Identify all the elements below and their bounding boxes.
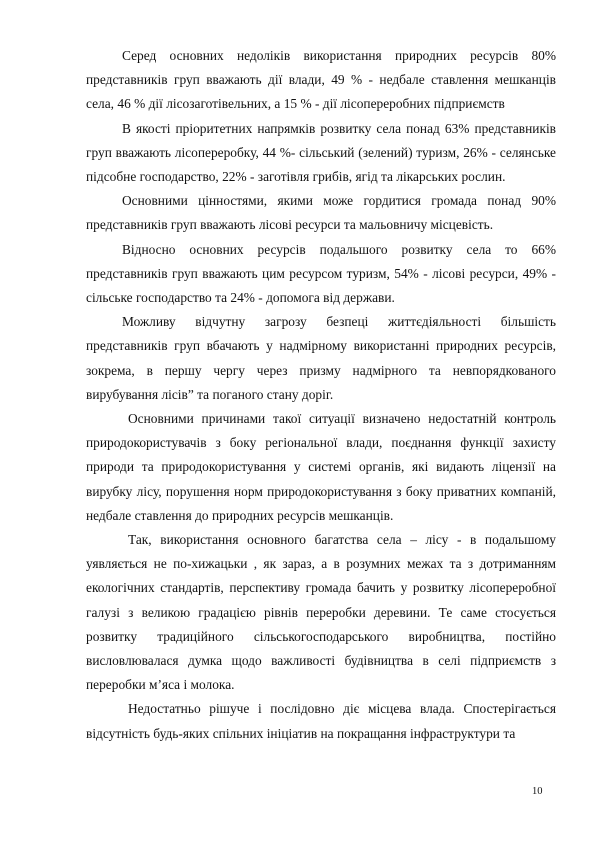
paragraph-2: В якості пріоритетних напрямків розвитку села понад 63% представників груп вважають лісопереробку, 44 %- сільський (зелений) туризм, 26% - селянське підсобне господарство, 22% - заготівля грибів, ягід та лікарських рослин.	[86, 120, 556, 185]
paragraph-7: Так, використання основного багатства села – лісу - в подальшому уявляється не по-хижацьки , як зараз, а в розумних межах та з дотриманням екологічних стандартів, перспективу громада бачить у розвитку лісопереробної галузі з великою градацією рівнів переробки деревини. Те саме стосується розвитку традиційного сільськогосподарського виробництва, постійно висловлювалася думка щодо важливості будівництва в селі підприємств з переробки м’яса і молока.	[86, 532, 556, 693]
paragraph-5: Можливу відчутну загрозу безпеці життєдіяльності більшість представників груп вбачають у надмірному використанні природних ресурсів, зокрема, в першу чергу через призму надмірного та невпорядкованого вирубування лісів” та поганого стану доріг.	[86, 314, 556, 402]
page-number: 10	[532, 786, 543, 797]
paragraph-6: Основними причинами такої ситуації визначено недостатній контроль природокористувачів з боку регіональної влади, поєднання функції захисту природи та природокористування у системі органів, які видають ліцензії на вирубку лісу, порушення норм природокористування з боку приватних компаній, недбале ставлення до природних ресурсів мешканців.	[86, 411, 556, 523]
paragraph-1: Серед основних недоліків використання природних ресурсів 80% представників груп вважають дії влади, 49 % - недбале ставлення мешканців села, 46 % дії лісозаготівельних, а 15 % - дії лісопереробних підприємств	[86, 48, 556, 112]
paragraph-8: Недостатньо рішуче і послідовно діє місцева влада. Спостерігається відсутність будь-яких спільних ініціатив на покращання інфраструктури та	[86, 701, 556, 741]
paragraph-3: Основними цінностями, якими може гордитися громада понад 90% представників груп вважають лісові ресурси та мальовничу місцевість.	[86, 193, 556, 233]
document-body	[86, 44, 556, 746]
paragraph-4: Відносно основних ресурсів подальшого розвитку села то 66% представників груп вважають цим ресурсом туризм, 54% - лісові ресурси, 49% - сільське господарство та 24% - допомога від держави.	[86, 241, 556, 306]
